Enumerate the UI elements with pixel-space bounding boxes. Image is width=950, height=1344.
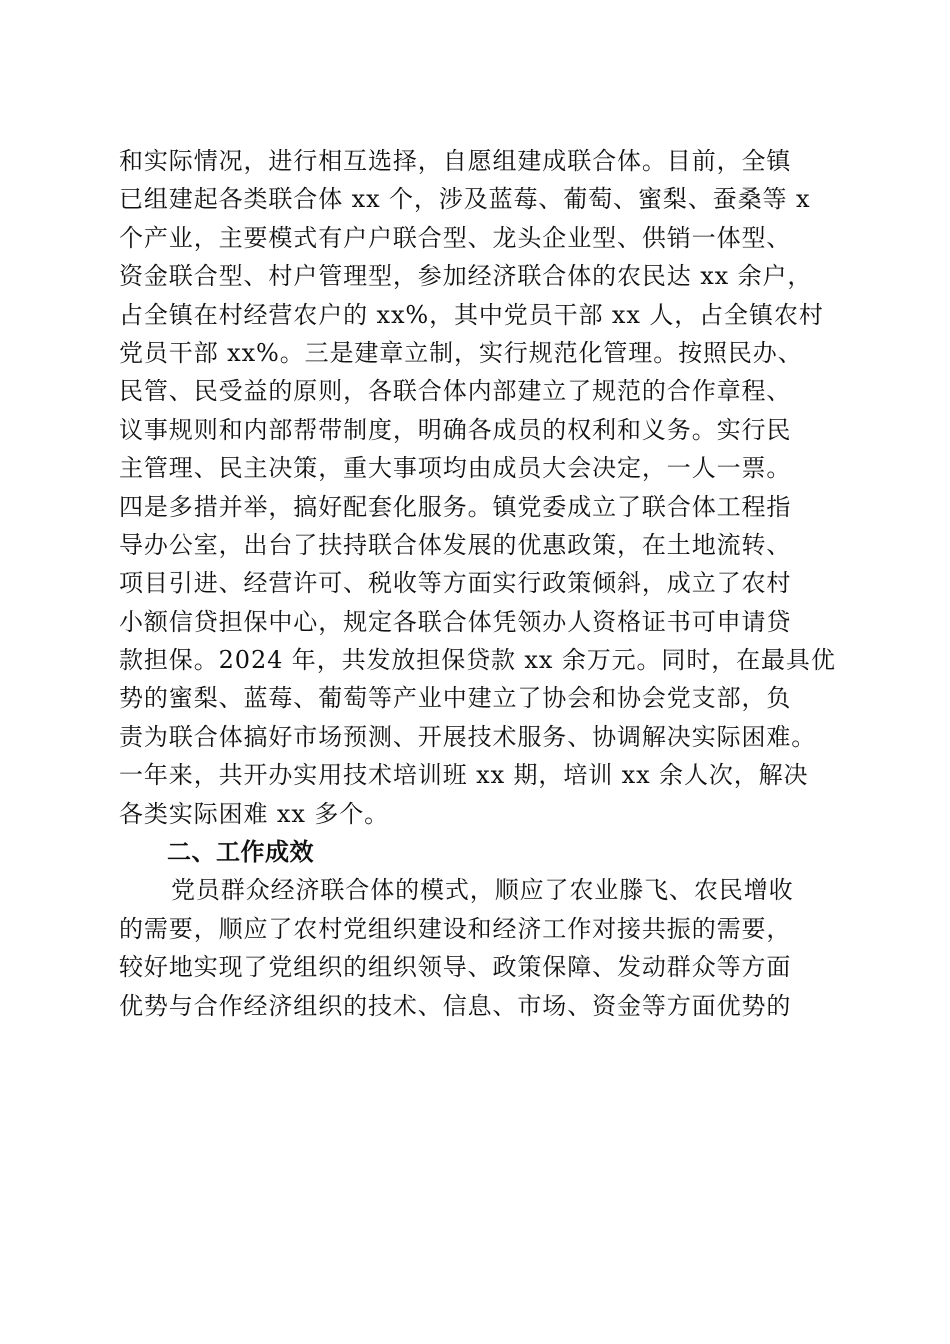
text-line: 党员干部 xx%。三是建章立制，实行规范化管理。按照民办、	[119, 338, 803, 367]
text-line: 责为联合体搞好市场预测、开展技术服务、协调解决实际困难。	[119, 722, 817, 751]
text-line: 党员群众经济联合体的模式，顺应了农业滕飞、农民增收	[171, 876, 794, 905]
section-heading: 二、工作成效	[167, 838, 314, 867]
text-line: 小额信贷担保中心，规定各联合体凭领办人资格证书可申请贷	[119, 607, 792, 636]
text-line: 民管、民受益的原则，各联合体内部建立了规范的合作章程、	[119, 377, 792, 406]
text-line: 资金联合型、村户管理型，参加经济联合体的农民达 xx 余户，	[119, 262, 813, 291]
text-line: 主管理、民主决策，重大事项均由成员大会决定，一人一票。	[119, 454, 792, 483]
text-line: 势的蜜梨、蓝莓、葡萄等产业中建立了协会和协会党支部，负	[119, 684, 792, 713]
text-line: 项目引进、经营许可、税收等方面实行政策倾斜，成立了农村	[119, 569, 792, 598]
text-line: 个产业，主要模式有户户联合型、龙头企业型、供销一体型、	[119, 223, 792, 252]
text-line: 各类实际困难 xx 多个。	[119, 799, 390, 828]
text-line: 四是多措并举，搞好配套化服务。镇党委成立了联合体工程指	[119, 492, 792, 521]
text-line: 和实际情况，进行相互选择，自愿组建成联合体。目前，全镇	[119, 147, 792, 175]
text-line: 的需要，顺应了农村党组织建设和经济工作对接共振的需要，	[119, 914, 792, 943]
text-line: 一年来，共开办实用技术培训班 xx 期，培训 xx 余人次，解决	[119, 761, 809, 790]
text-line: 优势与合作经济组织的技术、信息、市场、资金等方面优势的	[119, 991, 792, 1020]
text-line: 占全镇在村经营农户的 xx%，其中党员干部 xx 人，占全镇农村	[119, 300, 824, 329]
text-line: 导办公室，出台了扶持联合体发展的优惠政策，在土地流转、	[119, 530, 792, 559]
text-line: 议事规则和内部帮带制度，明确各成员的权利和义务。实行民	[119, 415, 792, 444]
text-line: 款担保。2024 年，共发放担保贷款 xx 余万元。同时，在最具优	[119, 646, 836, 675]
text-line: 较好地实现了党组织的组织领导、政策保障、发动群众等方面	[119, 953, 792, 982]
document-body	[119, 142, 836, 1025]
text-line: 已组建起各类联合体 xx 个，涉及蓝莓、葡萄、蜜梨、蚕桑等 x	[119, 185, 811, 214]
